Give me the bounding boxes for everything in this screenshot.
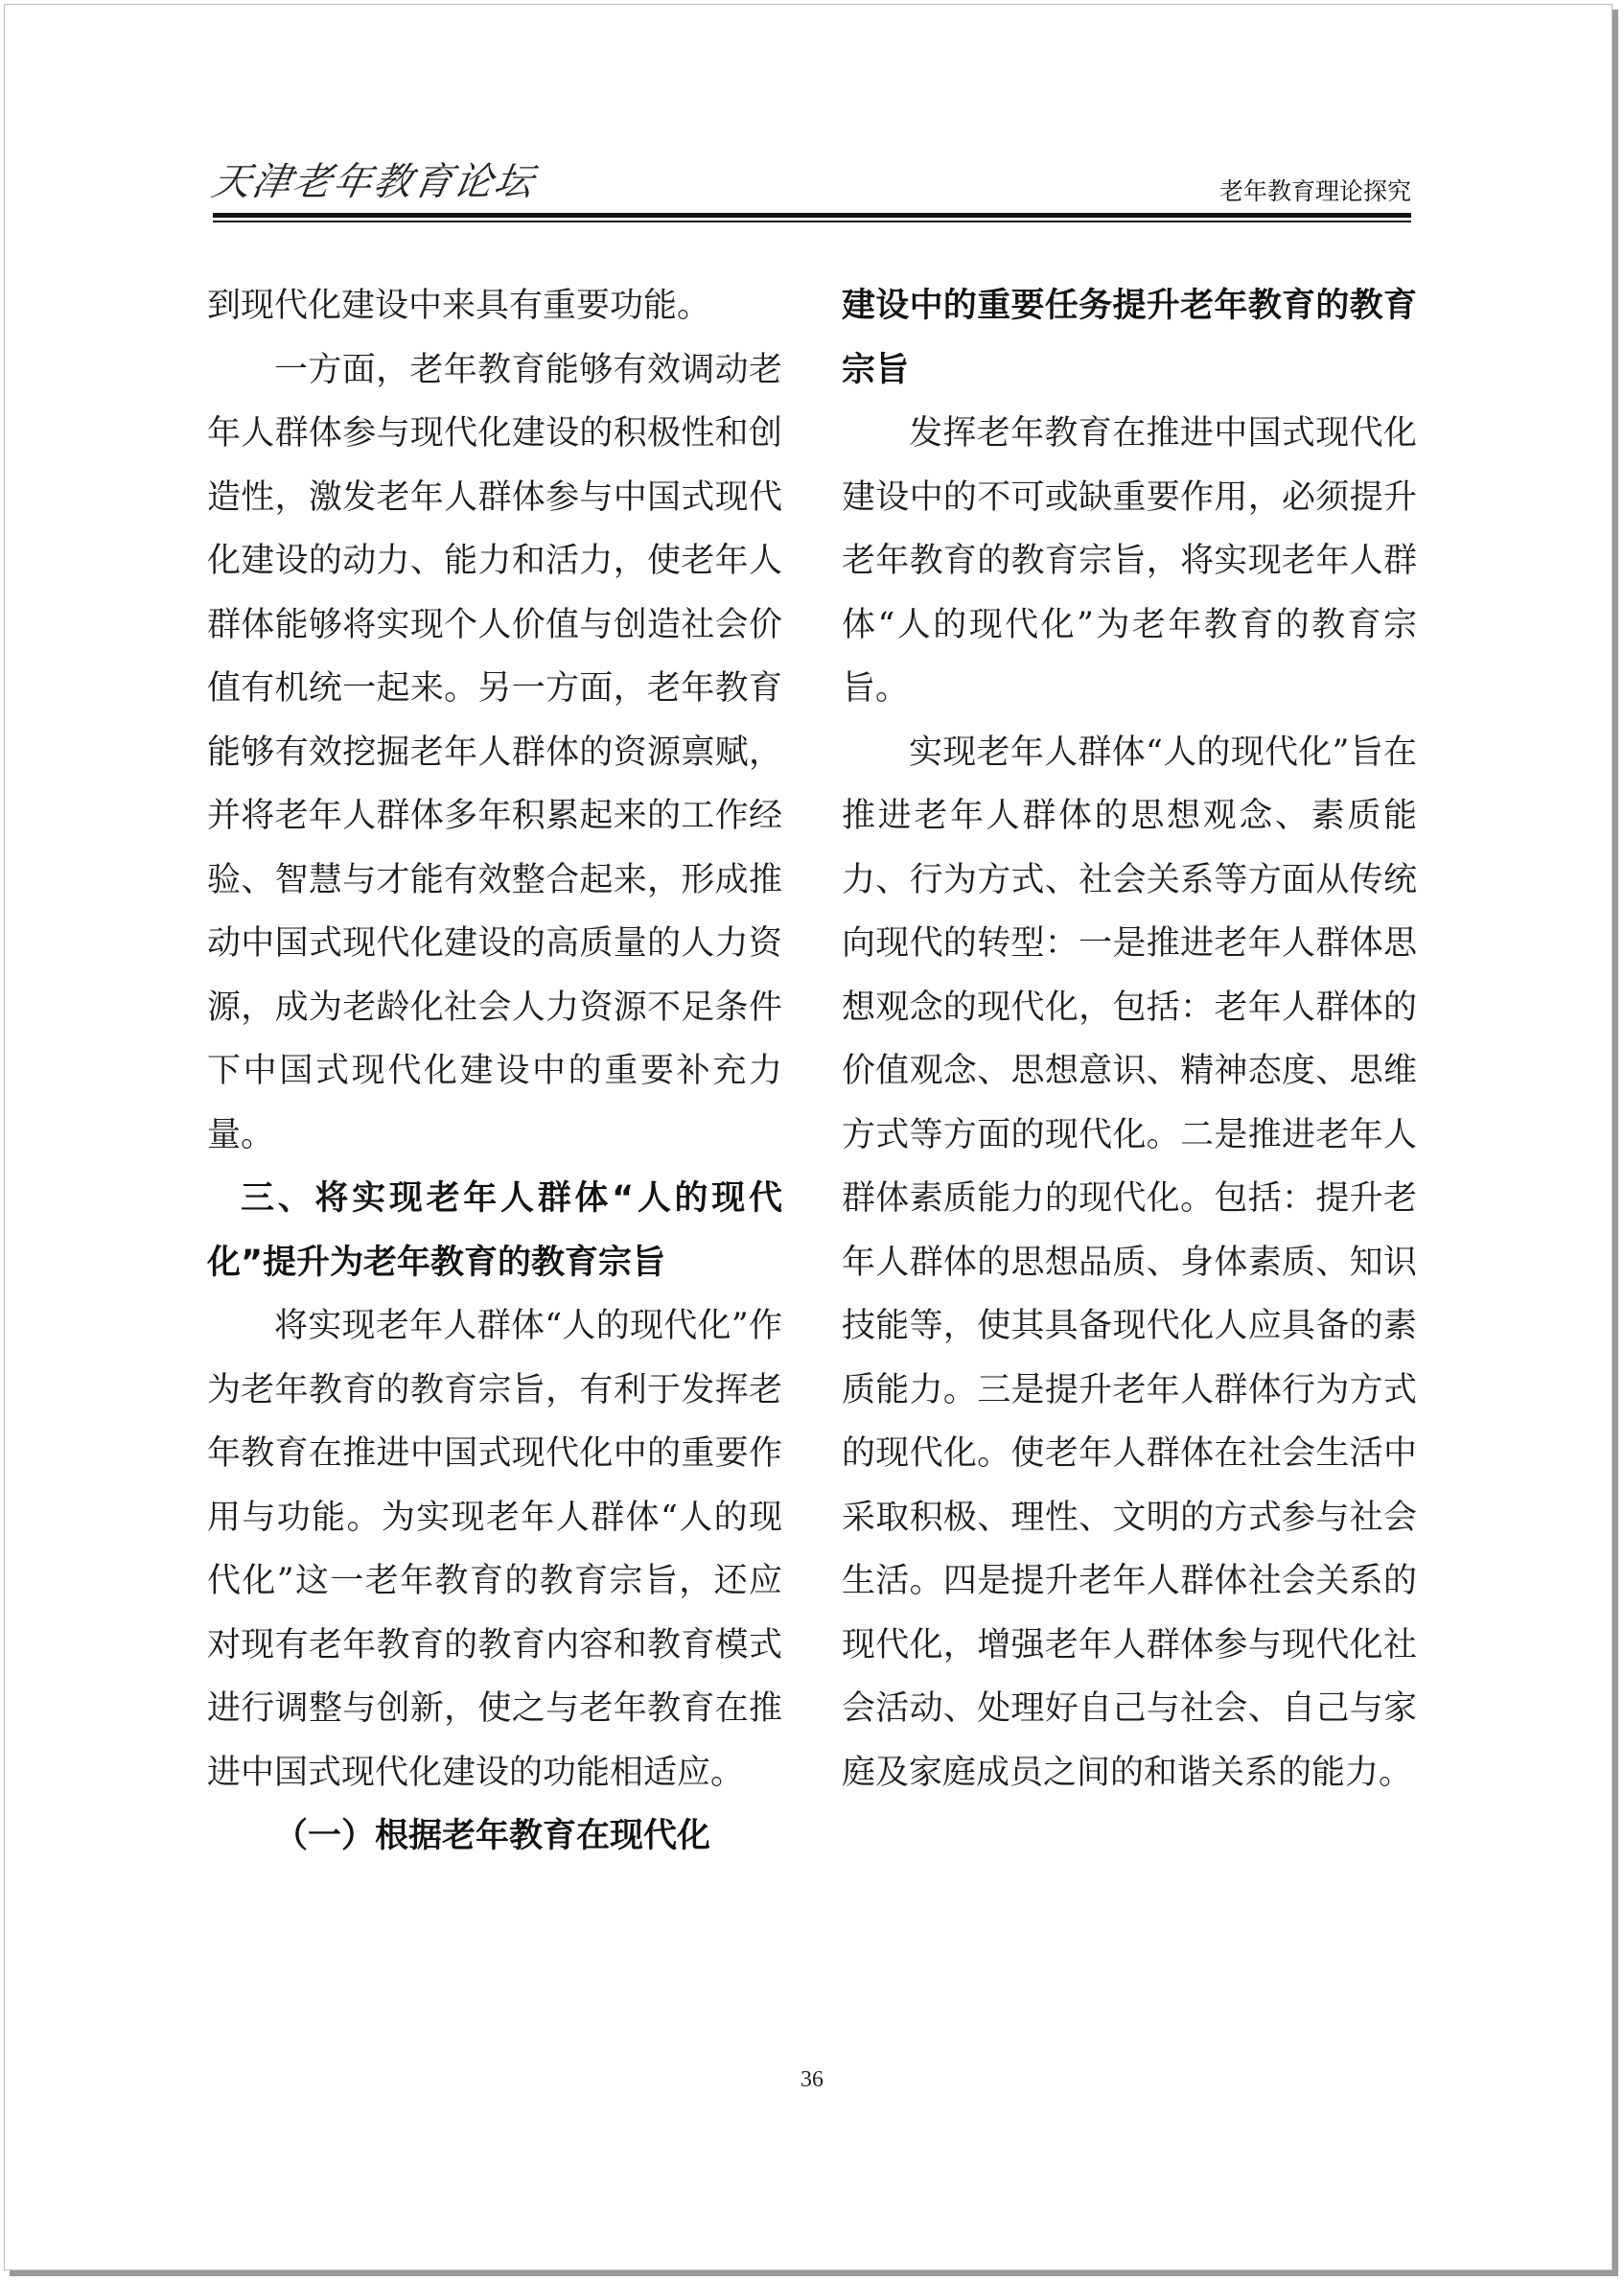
paragraph: 实现老年人群体“人的现代化”旨在推进老年人群体的思想观念、素质能力、行为方式、社会关系等方面从传统向现代的转型：一是推进老年人群体思想观念的现代化，包括：老年人群体的价值观念、思想意识、精神态度、思维方式等方面的现代化。二是推进老年人群体素质能力的现代化。包括：提升老年人群体的思想品质、身体素质、知识技能等，使其具备现代化人应具备的素质能力。三是提升老年人群体行为方式的现代化。使老年人群体在社会生活中采取积极、理性、文明的方式参与社会生活。四是提升老年人群体社会关系的现代化，增强老年人群体参与现代化社会活动、处理好自己与社会、自己与家庭及家庭成员之间的和谐关系的能力。 xyxy=(842,733,1417,1792)
subsection-heading: 建设中的重要任务提升老年教育的教育宗旨 xyxy=(842,287,1417,389)
page-number: 36 xyxy=(800,2067,824,2092)
paragraph: 一方面，老年教育能够有效调动老年人群体参与现代化建设的积极性和创造性，激发老年人群体参与中国式现代化建设的动力、能力和活力，使老年人群体能够将实现个人价值与创造社会价值有机统一起来。另一方面，老年教育能够有效挖掘老年人群体的资源禀赋，并将老年人群体多年积累起来的工作经验、智慧与才能有效整合起来，形成推动中国式现代化建设的高质量的人力资源，成为老龄化社会人力资源不足条件下中国式现代化建设中的重要补充力量。 xyxy=(207,350,782,1154)
section-label: 老年教育理论探究 xyxy=(1218,177,1411,205)
section-heading: 三、将实现老年人群体“人的现代化”提升为老年教育的教育宗旨 xyxy=(207,1179,782,1282)
paragraph: 到现代化建设中来具有重要功能。 xyxy=(207,287,711,325)
right-column xyxy=(842,274,1417,1804)
paragraph: 将实现老年人群体“人的现代化”作为老年教育的教育宗旨，有利于发挥老年教育在推进中国式现代化中的重要作用与功能。为实现老年人群体“人的现代化”这一老年教育的教育宗旨，还应对现有老年教育的教育内容和教育模式进行调整与创新，使之与老年教育在推进中国式现代化建设的功能相适应。 xyxy=(207,1307,782,1792)
paragraph: 发挥老年教育在推进中国式现代化建设中的不可或缺重要作用，必须提升老年教育的教育宗旨，将实现老年人群体“人的现代化”为老年教育的教育宗旨。 xyxy=(842,414,1417,708)
left-column xyxy=(207,274,782,1869)
subsection-heading: （一）根据老年教育在现代化 xyxy=(274,1817,711,1855)
journal-logo: 天津老年教育论坛 xyxy=(208,160,539,204)
header-rule-thin xyxy=(213,221,1411,222)
header-rule-thick xyxy=(213,213,1411,218)
